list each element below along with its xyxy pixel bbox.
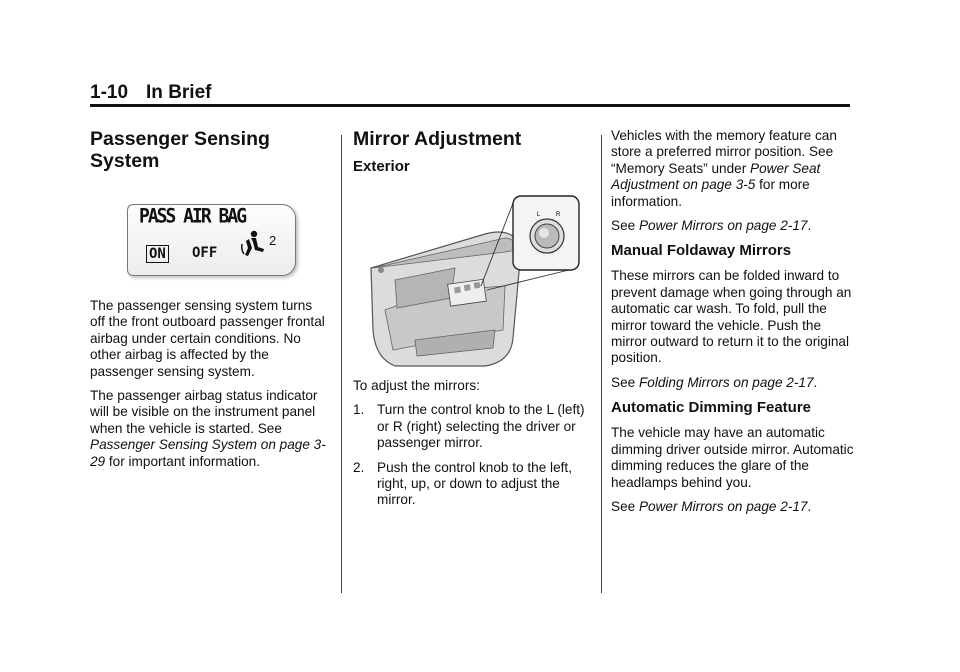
pass-air-bag-indicator-figure [127, 204, 296, 276]
folding-mirrors-reference [611, 375, 856, 391]
power-mirrors-reference-1 [611, 218, 856, 234]
step-text: Push the control knob to the left, right, up, or down to adjust the mirror. [377, 459, 572, 508]
paragraph-text: Vehicles with the memory feature can store a preferred mirror position. See “Memory Seats” under [611, 128, 837, 176]
step-number: 1. [353, 402, 365, 418]
seated-passenger-airbag-icon [240, 230, 266, 258]
pass-air-bag-label: PASS AIR BAG [139, 204, 246, 228]
seat-number: 2 [269, 233, 277, 248]
cross-reference-folding-mirrors: Folding Mirrors on page 2-17 [638, 374, 814, 390]
passenger-sensing-paragraph-1: The passenger sensing system turns off the front outboard passenger frontal airbag under certain conditions. No other airbag is affected by the passenger sensing system. [90, 298, 325, 379]
power-mirrors-reference-2 [611, 499, 856, 515]
cross-reference-power-seat: Power Seat Adjustment on page 3-5 [611, 160, 821, 193]
column-passenger-sensing [90, 128, 330, 478]
column-divider-1 [341, 135, 342, 593]
passenger-sensing-paragraph-2 [90, 388, 330, 470]
knob-l-label: L [537, 212, 541, 218]
page-header [90, 82, 211, 104]
see-text: See [611, 374, 639, 390]
subheading-manual-foldaway: Manual Foldaway Mirrors [611, 242, 792, 260]
heading-line-2: System [90, 150, 160, 172]
section-heading-passenger-sensing [90, 128, 330, 172]
memory-paragraph [611, 128, 856, 210]
column-divider-2 [601, 135, 602, 593]
cross-reference-power-mirrors: Power Mirrors on page 2-17 [638, 498, 808, 514]
step-number: 2. [353, 459, 365, 475]
paragraph-text: . [813, 374, 818, 390]
subheading-exterior: Exterior [353, 158, 410, 175]
door-mirror-control-figure [365, 190, 583, 370]
page-number: 1-10 [90, 82, 129, 103]
subheading-automatic-dimming: Automatic Dimming Feature [611, 399, 812, 417]
see-text: See [611, 498, 639, 514]
mirror-steps-list [353, 402, 593, 508]
section-title: In Brief [146, 82, 212, 103]
on-label: ON [146, 245, 169, 263]
heading-line-1: Passenger Sensing [90, 128, 270, 150]
mirror-instructions-intro: To adjust the mirrors: [353, 378, 480, 393]
step-text: Turn the control knob to the L (left) or R (right) selecting the driver or passenger mirror. [377, 402, 585, 451]
section-heading-mirror-adjustment: Mirror Adjustment [353, 128, 522, 150]
paragraph-text: The passenger airbag status indicator will be visible on the instrument panel when the vehicle is started. See [90, 388, 318, 436]
knob-r-label: R [556, 212, 561, 218]
list-item [353, 460, 593, 509]
paragraph-text: for more information. [611, 177, 810, 209]
cross-reference-passenger-sensing: Passenger Sensing System on page 3-29 [90, 437, 326, 469]
paragraph-text: for important information. [105, 453, 261, 469]
column-mirror-features [611, 128, 856, 523]
off-label: OFF [192, 245, 218, 261]
header-rule [90, 104, 850, 107]
dimming-paragraph: The vehicle may have an automatic dimming driver outside mirror. Automatic dimming reduces the glare of the headlamps behind you. [611, 425, 854, 490]
see-text: See [611, 218, 639, 234]
cross-reference-power-mirrors: Power Mirrors on page 2-17 [638, 218, 808, 234]
paragraph-text: . [807, 498, 812, 514]
paragraph-text: . [807, 218, 812, 234]
list-item [353, 402, 593, 451]
column-mirror-adjustment [353, 128, 593, 517]
foldaway-paragraph: These mirrors can be folded inward to prevent damage when going through an automatic car wash. To fold, pull the mirror toward the vehicle. Push the mirror outward to return it to the original position. [611, 268, 852, 366]
